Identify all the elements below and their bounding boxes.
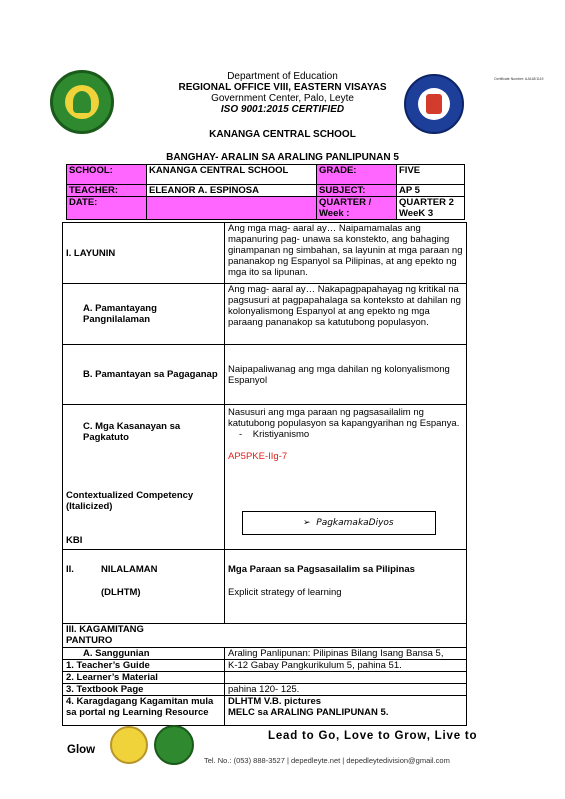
week-value: WeeK 3 [399,208,434,219]
nilalaman-label-cell [63,550,225,624]
kasanayan-bullet-text: Kristiyanismo [252,429,310,440]
office-address: Government Center, Palo, Leyte [211,93,354,104]
subject-label: SUBJECT: [317,185,397,197]
sanggunian-value: Araling Panlipunan: Pilipinas Bilang Isang Bansa 5, [225,648,467,660]
arrow-bullet-icon: ➢ [303,518,311,528]
grade-value: FIVE [397,165,465,185]
nilalaman-number: II. [66,564,74,575]
regional-office: REGIONAL OFFICE VIII, EASTERN VISAYAS [178,82,387,93]
karagdagang-kagamitan-label: 4. Karagdagang Kagamitan mula sa portal ng Learning Resource [63,696,225,726]
nilalaman-label: NILALAMAN [101,564,158,575]
footer-tagline: Lead to Go, Love to Grow, Live to [268,730,478,742]
teachers-guide-label: 1. Teacher’s Guide [63,660,225,672]
learners-material-label: 2. Learner’s Material [63,672,225,684]
kagamitan-label: III. KAGAMITANG PANTURO [66,624,144,646]
layunin-label: I. LAYUNIN [63,223,225,284]
kasanayan-label: C. Mga Kasanayan sa Pagkatuto [83,421,181,443]
pamantayang-pangnilalaman-label: A. Pamantayang Pangnilalaman [63,284,225,345]
kbi-box [242,511,436,535]
kagamitan-cell [63,624,467,648]
karagdagang-kagamitan-value-2: MELC sa ARALING PANLIPUNAN 5. [228,707,389,718]
info-table [66,164,465,220]
layunin-text: Ang mga mag- aaral ay… Naipamamalas ang mapanuring pag- unawa sa konstekto, ang bahaging ginampanan ng simbahan, sa layunin at mga paraan ng pananakop ng Espanyol sa Pilipinas, at ang epekto ng mga ito sa lipunan. [225,223,467,284]
kbi-value: PagkamakaDiyos [316,518,394,528]
week-label: Week : [319,208,350,219]
lesson-plan-title: BANGHAY- ARALIN SA ARALING PANLIPUNAN 5 [166,152,399,163]
sanggunian-label: A. Sanggunian [63,648,225,660]
footer-tagline-end: Glow [67,744,96,756]
nilalaman-cell [225,550,467,624]
school-label: SCHOOL: [67,165,147,185]
certificate-number: Certificate Number: AJA18/1119 [494,77,544,81]
iso-certification: ISO 9001:2015 CERTIFIED [220,104,345,115]
contextualized-competency: Contextualized Competency (Italicized) [66,490,194,512]
karagdagang-kagamitan-cell [225,696,467,726]
pamantayan-sa-pagaganap-text: Naipapaliwanag ang mga dahilan ng kolonyalismong Espanyol [225,345,467,405]
teacher-value: ELEANOR A. ESPINOSA [147,185,317,197]
pamantayang-pangnilalaman-text: Ang mag- aaral ay… Nakapagpapahayag ng kritikal na pagsusuri at pagpapahalaga sa konteksto at dahilan ng kolonyalismong Espanyol at ang epekto ng mga paraang pananakop sa katutubong populasyon. [225,284,467,345]
pamantayan-sa-pagaganap-label: B. Pamantayan sa Pagaganap [63,345,225,405]
subject-value: AP 5 [397,185,465,197]
footer-contact: Tel. No.: (053) 888-3527 | depedleyte.net | depedleytedivision@gmail.com [204,756,450,765]
quarter-label: QUARTER / [319,197,372,208]
kasanayan-bullet: - Kristiyanismo [239,429,310,440]
teacher-label: TEACHER: [67,185,147,197]
teachers-guide-value: K-12 Gabay Pangkurikulum 5, pahina 51. [225,660,467,672]
quarter-value: QUARTER 2 [399,197,454,208]
quarter-week-label [317,197,397,220]
quarter-week-value [397,197,465,220]
grade-label: GRADE: [317,165,397,185]
nilalaman-strategy: Explicit strategy of learning [228,587,342,598]
learners-material-value [225,672,467,684]
deped-seal [154,725,194,765]
karagdagang-kagamitan-value-1: DLHTM V.B. pictures [228,696,322,707]
department-name: Department of Education [227,71,338,82]
school-value: KANANGA CENTRAL SCHOOL [147,165,317,185]
competency-code: AP5PKE-IIg-7 [228,451,288,462]
kasanayan-label-cell [63,405,225,550]
division-seal [110,726,148,764]
school-name: KANANGA CENTRAL SCHOOL [209,129,356,140]
lesson-plan-table [62,222,467,726]
nilalaman-title: Mga Paraan sa Pagsasailalim sa Pilipinas [228,564,415,575]
nilalaman-sub: (DLHTM) [101,587,141,598]
textbook-page-label: 3. Textbook Page [63,684,225,696]
kasanayan-text: Nasusuri ang mga paraan ng pagsasailalim ng katutubong populasyon sa kapangyarihan ng Espanya. [228,407,460,429]
date-label: DATE: [67,197,147,220]
textbook-page-value: pahina 120- 125. [225,684,467,696]
kbi-label: KBI [66,535,83,546]
date-value [147,197,317,220]
